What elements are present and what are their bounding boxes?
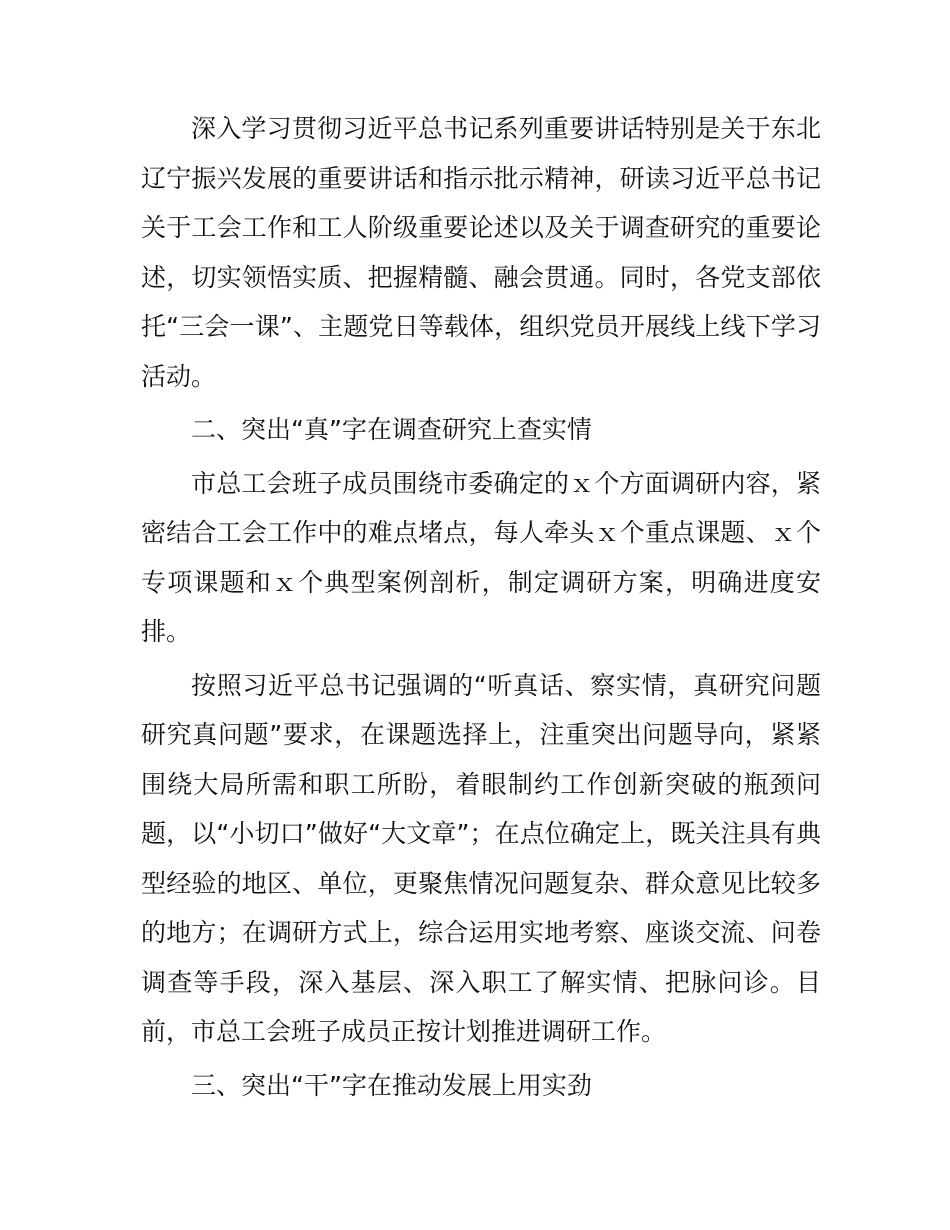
paragraph-study: 深入学习贯彻习近平总书记系列重要讲话特别是关于东北辽宁振兴发展的重要讲话和指示批示精神，研读习近平总书记关于工会工作和工人阶级重要论述以及关于调查研究的重要论述，切实领悟实质、把握精髓、融会贯通。同时，各党支部依托“三会一课”、主题党日等载体，组织党员开展线上线下学习活动。 xyxy=(141,114,821,391)
section-heading-3: 三、突出“干”字在推动发展上用实劲 xyxy=(191,1070,592,1100)
document-body xyxy=(141,104,821,1110)
paragraph-research-methods: 按照习近平总书记强调的“听真话、察实情，真研究问题研究真问题”要求，在课题选择上，注重突出问题导向，紧紧围绕大局所需和职工所盼，着眼制约工作创新突破的瓶颈问题，以“小切口”做好“大文章”；在点位确定上，既关注具有典型经验的地区、单位，更聚焦情况问题复杂、群众意见比较多的地方；在调研方式上，综合运用实地考察、座谈交流、问卷调查等手段，深入基层、深入职工了解实情、把脉问诊。目前，市总工会班子成员正按计划推进调研工作。 xyxy=(141,670,821,1046)
paragraph-research-topics: 市总工会班子成员围绕市委确定的ｘ个方面调研内容，紧密结合工会工作中的难点堵点，每人牵头ｘ个重点课题、ｘ个专项课题和ｘ个典型案例剖析，制定调研方案，明确进度安排。 xyxy=(141,468,821,646)
section-heading-2: 二、突出“真”字在调查研究上查实情 xyxy=(191,415,592,444)
